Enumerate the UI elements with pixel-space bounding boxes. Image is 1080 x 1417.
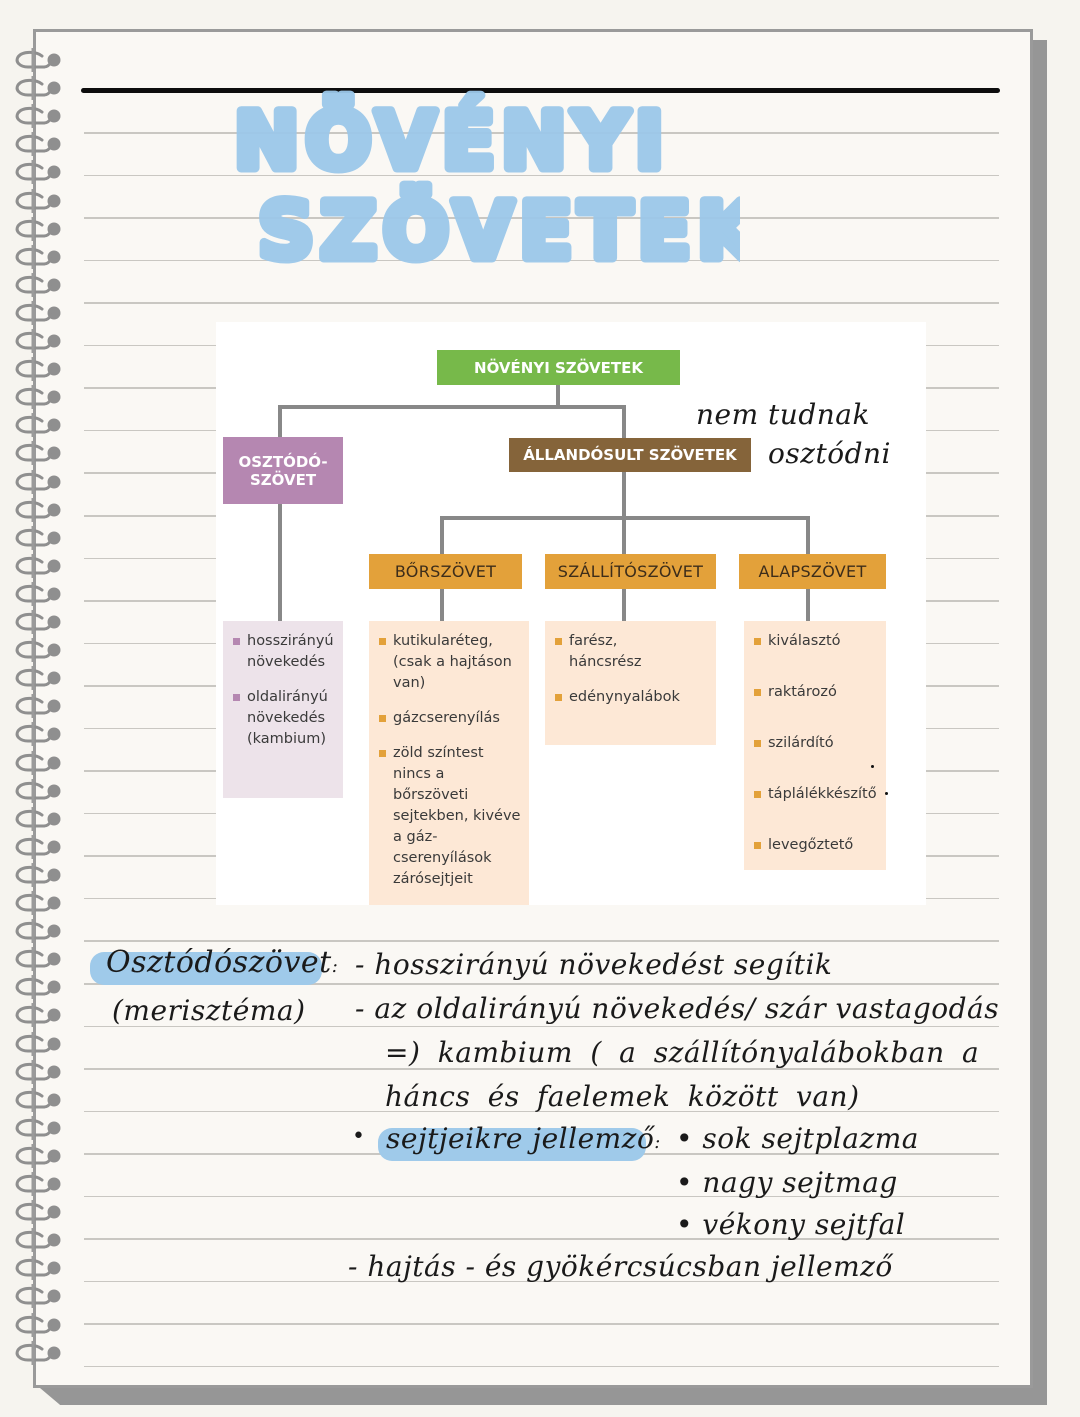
- item-text: szilárdító: [768, 735, 834, 752]
- spiral-ring-icon: [14, 301, 56, 323]
- spiral-ring-icon: [14, 273, 56, 295]
- item-text: levegőztető: [768, 837, 854, 854]
- spiral-ring-icon: [14, 385, 56, 407]
- bullet-square-icon: [379, 750, 386, 757]
- list-item: [379, 708, 521, 729]
- heading-text: Osztódószövet: [106, 945, 332, 980]
- item-text: hosszirányú: [247, 633, 334, 649]
- cells-label-text: sejtjeikre jellemző: [386, 1122, 655, 1155]
- spiral-ring-icon: [14, 329, 56, 351]
- spiral-ring-icon: [14, 610, 56, 632]
- spiral-ring-icon: [14, 975, 56, 997]
- spiral-ring-icon: [14, 76, 56, 98]
- spiral-ring-icon: [14, 132, 56, 154]
- spiral-ring-icon: [14, 1341, 56, 1363]
- spiral-ring-icon: [14, 666, 56, 688]
- connector: [806, 589, 810, 621]
- node-osztodoszovet: [223, 437, 343, 504]
- connector: [278, 405, 626, 409]
- item-text: raktározó: [768, 684, 837, 701]
- bullet-square-icon: [555, 638, 562, 645]
- item-text: növekedés: [247, 710, 326, 727]
- spiral-ring-icon: [14, 947, 56, 969]
- item-text: zöld színtest nincs a bőrszöveti sejtekben, kivéve a gáz-cserenyílások zárósejtjeit: [393, 745, 521, 888]
- spiral-ring-icon: [14, 104, 56, 126]
- spiral-ring-icon: [14, 1200, 56, 1222]
- spiral-ring-icon: [14, 863, 56, 885]
- spiral-ring-icon: [14, 245, 56, 267]
- bullet-square-icon: [754, 842, 761, 849]
- spiral-ring-icon: [14, 751, 56, 773]
- spiral-ring-icon: [14, 498, 56, 520]
- list-item: [233, 687, 335, 750]
- spiral-ring-icon: [14, 1088, 56, 1110]
- node-allandosult-szovetek: ÁLLANDÓSULT SZÖVETEK: [509, 438, 751, 472]
- item-text: kutikularéteg, (csak a hajtáson van): [393, 633, 512, 692]
- spiral-ring-icon: [14, 1144, 56, 1166]
- note-line-1: - hosszirányú növekedést segítik: [355, 948, 833, 981]
- cells-label: [386, 1122, 661, 1155]
- connector: [622, 470, 626, 554]
- connector: [440, 516, 444, 554]
- node-szallitoszovet: SZÁLLÍTÓSZÖVET: [545, 554, 716, 589]
- spiral-ring-icon: [14, 1228, 56, 1250]
- connector: [622, 589, 626, 621]
- node-novenyi-szovetek: NÖVÉNYI SZÖVETEK: [437, 350, 680, 385]
- item-text: edénynyalábok: [569, 689, 680, 706]
- spiral-ring-icon: [14, 1313, 56, 1335]
- box-szallito-items: [545, 621, 716, 745]
- notes-subheading: (merisztéma): [112, 994, 306, 1027]
- spiral-ring-icon: [14, 694, 56, 716]
- note-line-4: háncs és faelemek között van): [385, 1080, 860, 1113]
- page-shadow-bottom: [40, 1388, 1047, 1405]
- spiral-ring-icon: [14, 470, 56, 492]
- spiral-ring-icon: [14, 1032, 56, 1054]
- node-alapszovet: ALAPSZÖVET: [739, 554, 886, 589]
- cells-bullet: •: [352, 1124, 366, 1149]
- list-item: [754, 631, 878, 652]
- item-text: kiválasztó: [768, 633, 841, 649]
- connector: [278, 503, 282, 621]
- bullet-square-icon: [233, 694, 240, 701]
- item-text: gázcserenyílás: [393, 710, 500, 727]
- list-item: [754, 733, 878, 754]
- spiral-ring-icon: [14, 357, 56, 379]
- node-borszovet: BŐRSZÖVET: [369, 554, 522, 589]
- bullet-square-icon: [555, 694, 562, 701]
- spiral-ring-icon: [14, 891, 56, 913]
- note-last-line: - hajtás - és gyökércsúcsban jellemző: [348, 1250, 893, 1283]
- connector: [278, 405, 282, 437]
- annotation-line-2: osztódni: [768, 437, 891, 470]
- spiral-ring-icon: [14, 217, 56, 239]
- bullet-square-icon: [754, 791, 761, 798]
- cells-item-1: • sok sejtplazma: [676, 1122, 919, 1155]
- spiral-ring-icon: [14, 1256, 56, 1278]
- box-borszovet-items: [369, 621, 529, 905]
- item-text: növekedés: [247, 654, 326, 671]
- bullet-square-icon: [754, 689, 761, 696]
- title-line-1: NÖVÉNYI: [234, 97, 670, 187]
- annotation-line-1: nem tudnak: [696, 398, 870, 431]
- spiral-ring-icon: [14, 526, 56, 548]
- spiral-ring-icon: [14, 1116, 56, 1138]
- note-line-2: - az oldalirányú növekedés/ szár vastagodás: [355, 992, 1000, 1025]
- page-title: [220, 88, 740, 277]
- stray-ink-dot: [871, 765, 874, 768]
- page-shadow-right: [1033, 40, 1047, 1405]
- ruled-line: [84, 302, 999, 304]
- spiral-ring-icon: [14, 919, 56, 941]
- connector: [440, 516, 810, 520]
- spiral-ring-icon: [14, 1284, 56, 1306]
- spiral-ring-icon: [14, 807, 56, 829]
- spiral-ring-icon: [14, 1172, 56, 1194]
- spiral-ring-icon: [14, 160, 56, 182]
- item-text: farész, háncsrész: [569, 633, 642, 671]
- spiral-ring-icon: [14, 1003, 56, 1025]
- connector: [440, 589, 444, 621]
- heading-colon: :: [331, 956, 339, 977]
- spiral-ring-icon: [14, 441, 56, 463]
- cells-item-2: • nagy sejtmag: [676, 1166, 898, 1199]
- list-item: [754, 682, 878, 703]
- item-text: oldalirányú: [247, 689, 328, 706]
- bullet-square-icon: [379, 715, 386, 722]
- notes-heading: [106, 945, 338, 980]
- spiral-ring-icon: [14, 554, 56, 576]
- bullet-square-icon: [754, 740, 761, 747]
- cells-colon: :: [654, 1132, 661, 1153]
- title-line-2: SZÖVETEK: [258, 187, 740, 273]
- list-item: [555, 687, 708, 708]
- bullet-square-icon: [233, 638, 240, 645]
- stray-ink-dot: [885, 792, 888, 795]
- spiral-ring-icon: [14, 582, 56, 604]
- spiral-ring-icon: [14, 1060, 56, 1082]
- bullet-square-icon: [379, 638, 386, 645]
- item-text: táplálékkészítő: [768, 786, 877, 803]
- box-osztodo-items: [223, 621, 343, 798]
- bullet-square-icon: [754, 638, 761, 645]
- box-alap-items: [744, 621, 886, 870]
- ruled-line: [84, 1366, 999, 1368]
- spiral-ring-icon: [14, 722, 56, 744]
- spiral-ring-icon: [14, 48, 56, 70]
- list-item: [233, 631, 335, 673]
- spiral-ring-icon: [14, 413, 56, 435]
- list-item: [754, 835, 878, 856]
- ruled-line: [84, 940, 999, 942]
- list-item: [555, 631, 708, 673]
- list-item: [379, 743, 521, 890]
- node-osztodo-line2: SZÖVET: [249, 470, 317, 489]
- spiral-ring-icon: [14, 779, 56, 801]
- note-line-3: =) kambium ( a szállítónyalábokban a: [385, 1036, 980, 1069]
- connector: [806, 516, 810, 554]
- cells-item-3: • vékony sejtfal: [676, 1208, 906, 1241]
- list-item: [379, 631, 521, 694]
- spiral-ring-icon: [14, 835, 56, 857]
- spiral-ring-icon: [14, 638, 56, 660]
- ruled-line: [84, 1323, 999, 1325]
- node-osztodo-line1: OSZTÓDÓ-: [238, 452, 328, 471]
- list-item: [754, 784, 878, 805]
- spiral-ring-icon: [14, 189, 56, 211]
- item-text: (kambium): [247, 731, 327, 748]
- connector: [622, 405, 626, 438]
